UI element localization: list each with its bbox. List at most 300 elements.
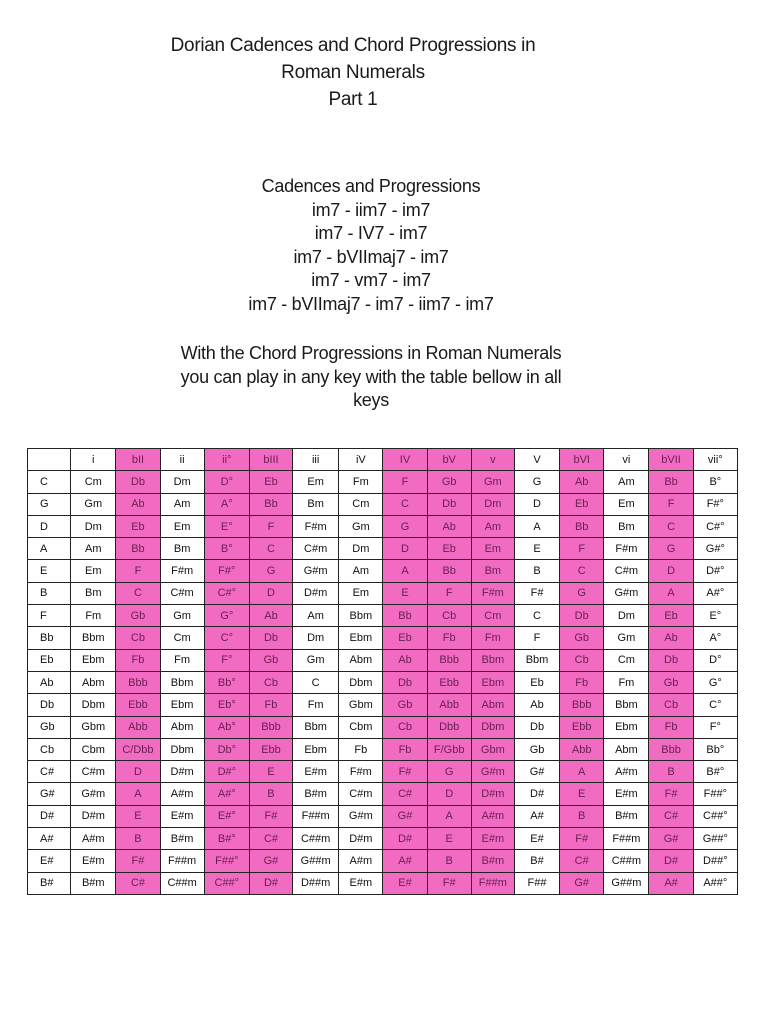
title-line-3: Part 1 <box>328 89 378 110</box>
chord-cell: D <box>514 493 559 515</box>
chord-cell: Cm <box>471 605 514 627</box>
chord-cell: F##m <box>604 828 649 850</box>
chord-cell: A <box>560 761 604 783</box>
chord-cell: Am <box>604 471 649 493</box>
chord-cell: Bm <box>471 560 514 582</box>
chord-cell: D#m <box>71 805 116 827</box>
chord-cell: F <box>514 627 559 649</box>
chord-cell: Fb <box>116 649 160 671</box>
chord-cell: D° <box>204 471 249 493</box>
chord-cell: F#° <box>693 493 737 515</box>
table-row <box>28 627 738 649</box>
chord-cell: A <box>427 805 471 827</box>
chord-cell: Eb <box>116 515 160 537</box>
progression-item: im7 - IV7 - im7 <box>314 223 428 243</box>
chord-cell: Bbm <box>471 649 514 671</box>
chord-cell: Em <box>160 515 204 537</box>
chord-cell: F# <box>514 582 559 604</box>
chord-cell: Fb <box>649 716 693 738</box>
chord-cell: A#m <box>604 761 649 783</box>
progression-item: im7 - bVIImaj7 - im7 - iim7 - im7 <box>248 293 494 314</box>
chord-cell: A <box>649 582 693 604</box>
chord-cell: Abb <box>560 738 604 760</box>
chord-cell: B#m <box>471 850 514 872</box>
chord-cell: Eb <box>649 605 693 627</box>
chord-cell: B#° <box>204 828 249 850</box>
chord-cell: A <box>514 515 559 537</box>
chord-cell: Fm <box>71 605 116 627</box>
chord-cell: Gbm <box>471 738 514 760</box>
table-row <box>28 738 738 760</box>
chord-cell: F <box>649 493 693 515</box>
chord-cell: Bb <box>560 515 604 537</box>
chord-cell: B#m <box>71 872 116 894</box>
chord-cell: G° <box>204 605 249 627</box>
chord-cell: Eb° <box>204 694 249 716</box>
chord-cell: D#m <box>293 582 339 604</box>
progressions-section <box>0 175 742 316</box>
key-cell: A# <box>28 828 71 850</box>
chord-cell: Am <box>293 605 339 627</box>
chord-cell: F#m <box>160 560 204 582</box>
chord-cell: Db <box>427 493 471 515</box>
table-header-row <box>28 449 738 471</box>
chord-cell: D#m <box>471 783 514 805</box>
table-row <box>28 605 738 627</box>
chord-cell: C#m <box>339 783 383 805</box>
chord-cell: Am <box>339 560 383 582</box>
chord-cell: Dm <box>160 471 204 493</box>
chord-cell: G° <box>693 671 737 693</box>
chord-cell: F <box>116 560 160 582</box>
key-cell: G# <box>28 783 71 805</box>
progression-item: im7 - bVIImaj7 - im7 <box>293 246 449 267</box>
title-line-1: Dorian Cadences and Chord Progressions in <box>170 35 536 56</box>
chord-cell: Ebm <box>71 649 116 671</box>
chord-cell: A <box>383 560 427 582</box>
chord-cell: G#m <box>71 783 116 805</box>
chord-cell: E#m <box>71 850 116 872</box>
chord-cell: Gb <box>649 671 693 693</box>
key-cell: Db <box>28 694 71 716</box>
chord-cell: C <box>293 671 339 693</box>
table-row <box>28 471 738 493</box>
chord-cell: Gb <box>514 738 559 760</box>
chord-cell: F##m <box>160 850 204 872</box>
table-row <box>28 716 738 738</box>
chord-cell: Ab <box>427 515 471 537</box>
chord-cell: G <box>649 538 693 560</box>
chord-cell: C# <box>560 850 604 872</box>
header-cell: i <box>71 449 116 471</box>
key-cell: E# <box>28 850 71 872</box>
chord-cell: G <box>514 471 559 493</box>
page-title <box>0 32 706 113</box>
chord-cell: Bbb <box>427 649 471 671</box>
key-cell: C <box>28 471 71 493</box>
chord-cell: G <box>427 761 471 783</box>
chord-cell: Ebb <box>427 671 471 693</box>
chord-cell: Bb° <box>693 738 737 760</box>
table-row <box>28 694 738 716</box>
key-cell: G <box>28 493 71 515</box>
chord-cell: F/Gbb <box>427 738 471 760</box>
table-row <box>28 582 738 604</box>
chord-cell: A° <box>693 627 737 649</box>
chord-cell: Fm <box>471 627 514 649</box>
header-cell: bVI <box>560 449 604 471</box>
chord-cell: Bb <box>427 560 471 582</box>
chord-cell: Ab <box>116 493 160 515</box>
chord-cell: Bm <box>604 515 649 537</box>
chord-cell: Gm <box>71 493 116 515</box>
chord-cell: Bbm <box>293 716 339 738</box>
chord-cell: Dm <box>339 538 383 560</box>
chord-cell: Eb <box>249 471 292 493</box>
chord-cell: Bb <box>116 538 160 560</box>
chord-cell: Ebm <box>604 716 649 738</box>
header-cell: vi <box>604 449 649 471</box>
header-cell: IV <box>383 449 427 471</box>
chord-cell: B#m <box>160 828 204 850</box>
chord-cell: E# <box>514 828 559 850</box>
header-cell: bIII <box>249 449 292 471</box>
chord-cell: F#m <box>471 582 514 604</box>
chord-cell: Db <box>514 716 559 738</box>
chord-cell: Db <box>649 649 693 671</box>
header-cell: ii° <box>204 449 249 471</box>
header-cell: v <box>471 449 514 471</box>
chord-cell: E <box>116 805 160 827</box>
chord-cell: Dbm <box>71 694 116 716</box>
table-row <box>28 493 738 515</box>
chord-cell: C##m <box>293 828 339 850</box>
chord-cell: Gm <box>604 627 649 649</box>
chord-cell: Cb <box>427 605 471 627</box>
chord-cell: Fm <box>293 694 339 716</box>
chord-cell: Bbm <box>604 694 649 716</box>
chord-cell: F <box>427 582 471 604</box>
chord-cell: C#° <box>693 515 737 537</box>
chord-cell: Am <box>160 493 204 515</box>
chord-cell: D° <box>693 649 737 671</box>
chord-cell: E#m <box>339 872 383 894</box>
chord-cell: C <box>116 582 160 604</box>
chord-cell: Ab <box>560 471 604 493</box>
chord-cell: G#m <box>604 582 649 604</box>
chord-cell: F#m <box>604 538 649 560</box>
chord-cell: Gb <box>249 649 292 671</box>
chord-cell: Fb <box>560 671 604 693</box>
chord-cell: B#m <box>604 805 649 827</box>
chord-cell: E# <box>383 872 427 894</box>
key-cell: Bb <box>28 627 71 649</box>
chord-cell: E <box>560 783 604 805</box>
chord-cell: Bb <box>649 471 693 493</box>
chord-cell: Cb <box>560 649 604 671</box>
key-cell: Ab <box>28 671 71 693</box>
chord-cell: D#m <box>339 828 383 850</box>
chord-cell: C <box>649 515 693 537</box>
chord-cell: D <box>116 761 160 783</box>
chord-cell: Ab <box>249 605 292 627</box>
chord-cell: B# <box>514 850 559 872</box>
chord-cell: D#° <box>204 761 249 783</box>
chord-cell: Eb <box>560 493 604 515</box>
header-cell: ii <box>160 449 204 471</box>
chord-cell: B#° <box>693 761 737 783</box>
key-cell: E <box>28 560 71 582</box>
chord-cell: Am <box>71 538 116 560</box>
chord-cell: Gbm <box>71 716 116 738</box>
progressions-heading: Cadences and Progressions <box>261 176 481 196</box>
chord-cell: G##° <box>693 828 737 850</box>
chord-cell: Dm <box>604 605 649 627</box>
chord-cell: F#m <box>339 761 383 783</box>
chord-cell: Fm <box>339 471 383 493</box>
chord-cell: B <box>514 560 559 582</box>
key-cell: Cb <box>28 738 71 760</box>
chord-cell: C# <box>249 828 292 850</box>
chord-cell: C#° <box>204 582 249 604</box>
chord-cell: C <box>560 560 604 582</box>
chord-cell: Bb <box>249 493 292 515</box>
chord-cell: Em <box>339 582 383 604</box>
chord-cell: D# <box>514 783 559 805</box>
chord-cell: Abm <box>160 716 204 738</box>
chord-cell: F#° <box>204 560 249 582</box>
progression-item: im7 - vm7 - im7 <box>311 270 431 290</box>
key-cell: A <box>28 538 71 560</box>
chord-cell: Bbb <box>249 716 292 738</box>
chord-cell: Dbm <box>471 716 514 738</box>
chord-cell: C#m <box>160 582 204 604</box>
header-cell <box>28 449 71 471</box>
chord-cell: F° <box>693 716 737 738</box>
chord-cell: E <box>383 582 427 604</box>
header-cell: bII <box>116 449 160 471</box>
chord-cell: Db <box>116 471 160 493</box>
chord-cell: A#° <box>204 783 249 805</box>
chord-cell: E#m <box>293 761 339 783</box>
chord-cell: Ab <box>383 649 427 671</box>
chord-cell: D#m <box>160 761 204 783</box>
chord-cell: F° <box>204 649 249 671</box>
chord-cell: Bbb <box>560 694 604 716</box>
chord-cell: Db <box>383 671 427 693</box>
chord-cell: G##m <box>293 850 339 872</box>
chord-cell: Db <box>249 627 292 649</box>
table-row <box>28 872 738 894</box>
chord-cell: A##° <box>693 872 737 894</box>
chord-cell: E <box>427 828 471 850</box>
chord-cell: Cb <box>116 627 160 649</box>
chord-cell: Bb° <box>204 671 249 693</box>
chord-cell: F# <box>649 783 693 805</box>
chord-cell: C° <box>204 627 249 649</box>
header-cell: V <box>514 449 559 471</box>
chord-cell: Bm <box>160 538 204 560</box>
chord-cell: Gm <box>160 605 204 627</box>
chord-cell: G# <box>249 850 292 872</box>
chord-cell: Abm <box>604 738 649 760</box>
chord-cell: D# <box>249 872 292 894</box>
chord-cell: Eb <box>427 538 471 560</box>
key-cell: D# <box>28 805 71 827</box>
chord-cell: E° <box>204 515 249 537</box>
chord-cell: Fb <box>339 738 383 760</box>
chord-cell: C/Dbb <box>116 738 160 760</box>
table-row <box>28 783 738 805</box>
chord-cell: B <box>249 783 292 805</box>
chord-cell: Cb <box>649 694 693 716</box>
chord-cell: Dbm <box>339 671 383 693</box>
chord-cell: F#m <box>293 515 339 537</box>
chord-cell: Am <box>471 515 514 537</box>
chord-cell: Abb <box>116 716 160 738</box>
chord-cell: D# <box>383 828 427 850</box>
chord-cell: Cm <box>604 649 649 671</box>
chord-cell: D##m <box>293 872 339 894</box>
chord-cell: A# <box>514 805 559 827</box>
chord-cell: Eb <box>383 627 427 649</box>
chord-cell: Gb <box>427 471 471 493</box>
chord-cell: F# <box>383 761 427 783</box>
chord-cell: F# <box>249 805 292 827</box>
chord-cell: Gm <box>293 649 339 671</box>
chord-cell: C#m <box>604 560 649 582</box>
chord-cell: C <box>514 605 559 627</box>
chord-cell: A#m <box>471 805 514 827</box>
chord-cell: Dm <box>471 493 514 515</box>
chord-cell: C##m <box>604 850 649 872</box>
chord-cell: F <box>383 471 427 493</box>
note-line-1: With the Chord Progressions in Roman Numerals <box>180 343 562 363</box>
chord-cell: Abm <box>71 671 116 693</box>
chord-cell: Bbm <box>71 627 116 649</box>
chord-cell: D <box>383 538 427 560</box>
table-row <box>28 761 738 783</box>
chord-cell: D <box>649 560 693 582</box>
chord-cell: B° <box>693 471 737 493</box>
chord-cell: C##m <box>160 872 204 894</box>
progression-item: im7 - iim7 - im7 <box>311 199 431 220</box>
table-row <box>28 515 738 537</box>
chord-cell: Gm <box>471 471 514 493</box>
chord-cell: E <box>249 761 292 783</box>
header-cell: iV <box>339 449 383 471</box>
chord-cell: F##° <box>693 783 737 805</box>
chord-cell: C# <box>649 805 693 827</box>
chord-cell: Ebb <box>560 716 604 738</box>
chord-cell: B <box>560 805 604 827</box>
chord-cell: Em <box>71 560 116 582</box>
chord-cell: A#m <box>71 828 116 850</box>
chord-cell: G <box>383 515 427 537</box>
chord-cell: Bbb <box>116 671 160 693</box>
chord-cell: C#m <box>71 761 116 783</box>
chord-cell: Bbb <box>649 738 693 760</box>
chord-cell: F## <box>514 872 559 894</box>
chord-cell: G# <box>560 872 604 894</box>
chord-cell: Ab <box>649 627 693 649</box>
chord-cell: Ab° <box>204 716 249 738</box>
chord-cell: C <box>383 493 427 515</box>
chord-cell: Db° <box>204 738 249 760</box>
chord-cell: B <box>116 828 160 850</box>
chord-cell: E#m <box>160 805 204 827</box>
key-cell: D <box>28 515 71 537</box>
table-row <box>28 649 738 671</box>
chord-cell: A° <box>204 493 249 515</box>
table-row <box>28 671 738 693</box>
chord-cell: Cb <box>249 671 292 693</box>
chord-cell: G#m <box>339 805 383 827</box>
chord-cell: Dm <box>293 627 339 649</box>
chord-cell: G#m <box>471 761 514 783</box>
chord-cell: Abm <box>339 649 383 671</box>
chord-cell: C <box>249 538 292 560</box>
chord-cell: G#° <box>693 538 737 560</box>
chord-cell: G# <box>649 828 693 850</box>
chord-cell: A# <box>649 872 693 894</box>
chord-cell: Ebm <box>471 671 514 693</box>
chord-cell: A#m <box>339 850 383 872</box>
chord-cell: C##° <box>204 872 249 894</box>
chord-cell: F# <box>427 872 471 894</box>
chord-cell: G# <box>514 761 559 783</box>
chord-cell: Dbm <box>160 738 204 760</box>
chord-cell: Bm <box>293 493 339 515</box>
chord-cell: B <box>427 850 471 872</box>
chord-cell: Ebb <box>116 694 160 716</box>
key-cell: F <box>28 605 71 627</box>
chord-table <box>27 448 738 895</box>
chord-cell: Ebb <box>249 738 292 760</box>
header-cell: iii <box>293 449 339 471</box>
chord-cell: Abb <box>427 694 471 716</box>
chord-cell: Fm <box>604 671 649 693</box>
chord-cell: F# <box>560 828 604 850</box>
chord-cell: Bbm <box>160 671 204 693</box>
key-cell: C# <box>28 761 71 783</box>
chord-cell: F# <box>116 850 160 872</box>
chord-cell: Cm <box>339 493 383 515</box>
chord-cell: G <box>249 560 292 582</box>
table-row <box>28 560 738 582</box>
chord-cell: D##° <box>693 850 737 872</box>
chord-cell: Bm <box>71 582 116 604</box>
chord-cell: Gb <box>116 605 160 627</box>
chord-cell: Cbm <box>339 716 383 738</box>
chord-cell: A#° <box>693 582 737 604</box>
chord-cell: F <box>249 515 292 537</box>
chord-cell: F <box>560 538 604 560</box>
table-row <box>28 828 738 850</box>
chord-cell: D <box>249 582 292 604</box>
chord-cell: Abm <box>471 694 514 716</box>
note-line-2: you can play in any key with the table bellow in all <box>180 366 562 387</box>
chord-cell: Gbm <box>339 694 383 716</box>
chord-cell: G##m <box>604 872 649 894</box>
table-row <box>28 805 738 827</box>
key-cell: B <box>28 582 71 604</box>
chord-cell: Db <box>560 605 604 627</box>
chord-cell: C# <box>116 872 160 894</box>
chord-cell: Gb <box>383 694 427 716</box>
chord-cell: F##m <box>293 805 339 827</box>
chord-cell: Cbm <box>71 738 116 760</box>
